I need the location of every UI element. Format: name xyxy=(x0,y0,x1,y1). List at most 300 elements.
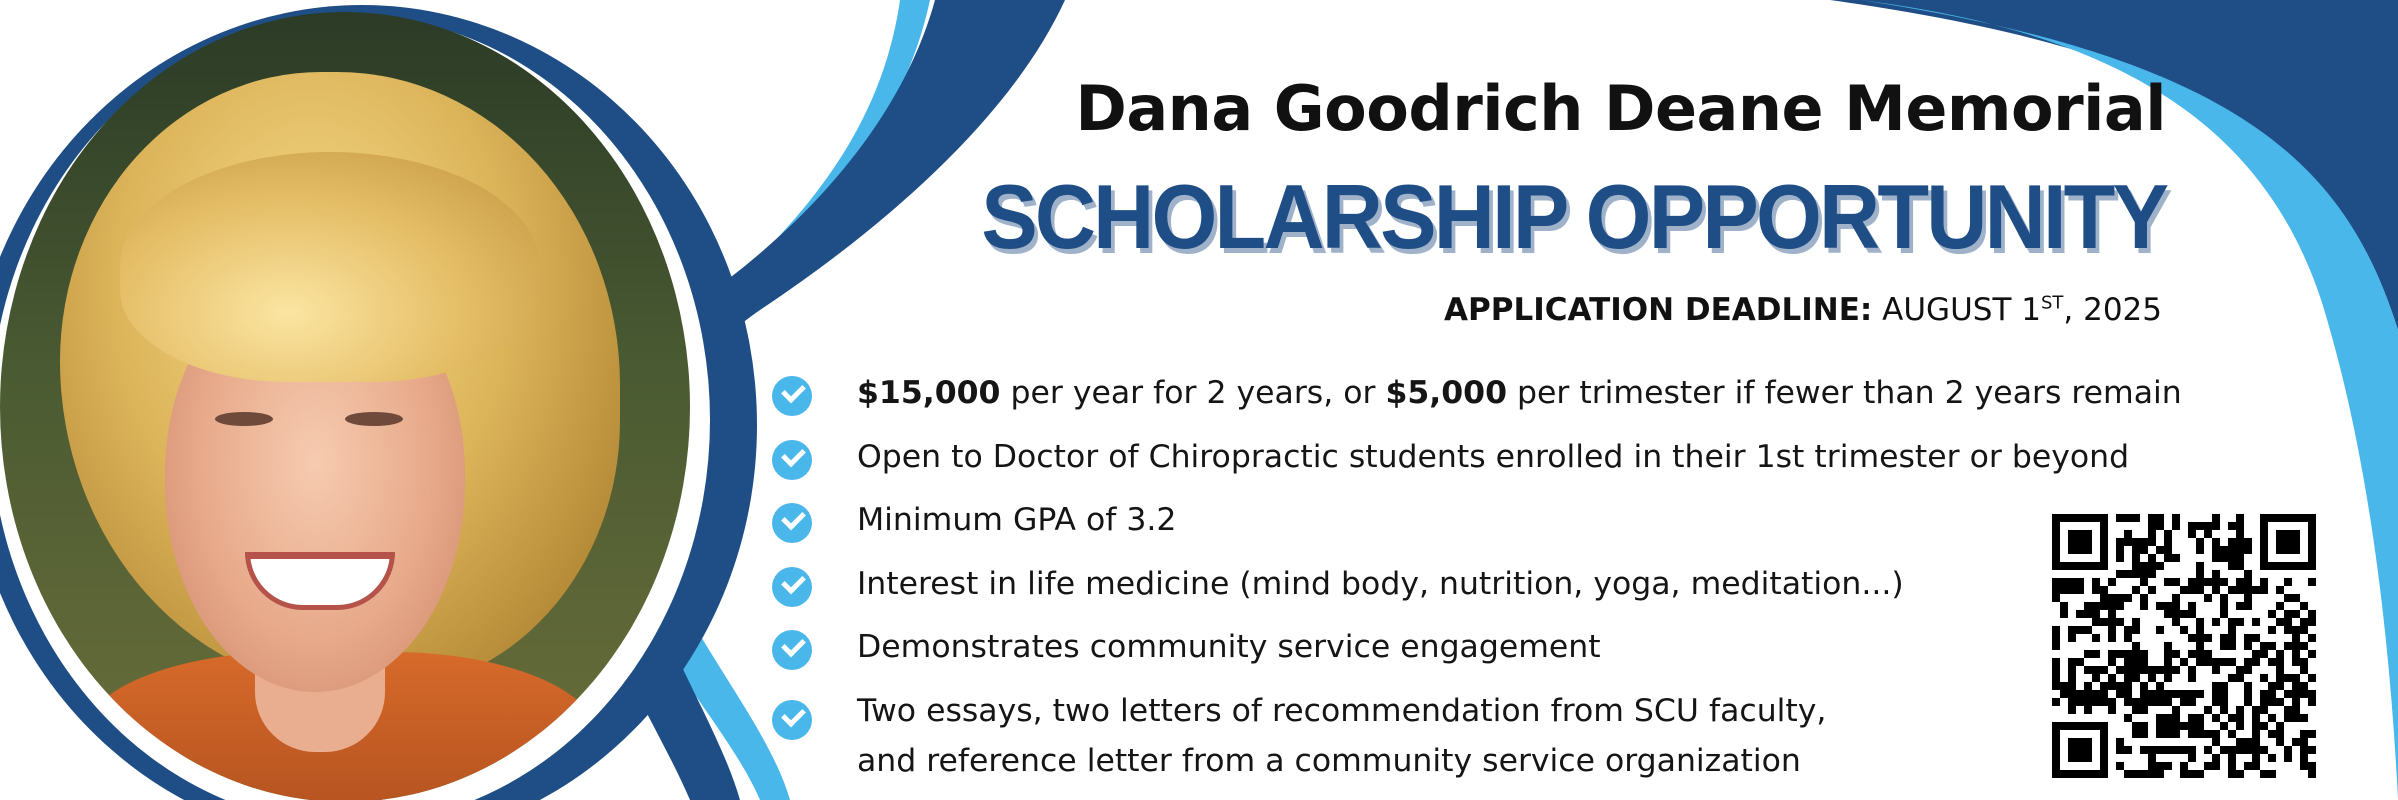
qr-module xyxy=(2196,578,2204,586)
qr-module xyxy=(2196,570,2204,578)
qr-module xyxy=(2276,618,2284,626)
qr-module xyxy=(2164,650,2172,658)
qr-module xyxy=(2188,674,2196,682)
list-item-award xyxy=(772,362,2182,426)
qr-module xyxy=(2164,674,2172,682)
qr-module xyxy=(2308,770,2316,778)
qr-module xyxy=(2196,642,2204,650)
qr-module xyxy=(2068,578,2076,586)
qr-module xyxy=(2188,602,2196,610)
qr-module xyxy=(2100,690,2108,698)
qr-module xyxy=(2076,698,2084,706)
qr-module xyxy=(2220,706,2228,714)
qr-module xyxy=(2300,762,2308,770)
qr-module xyxy=(2052,698,2060,706)
qr-module xyxy=(2236,674,2244,682)
qr-module xyxy=(2212,666,2220,674)
qr-module xyxy=(2108,626,2116,634)
qr-module xyxy=(2236,714,2244,722)
qr-module xyxy=(2292,610,2300,618)
qr-module xyxy=(2236,706,2244,714)
qr-module xyxy=(2220,554,2228,562)
qr-module xyxy=(2052,626,2060,634)
qr-module xyxy=(2124,650,2132,658)
qr-module xyxy=(2308,762,2316,770)
qr-module xyxy=(2220,594,2228,602)
qr-module xyxy=(2164,698,2172,706)
qr-module xyxy=(2236,738,2244,746)
qr-module xyxy=(2124,634,2132,642)
qr-module xyxy=(2052,634,2060,642)
qr-module xyxy=(2132,538,2140,546)
qr-module xyxy=(2124,690,2132,698)
list-item-text: Interest in life medicine (mind body, nutrition, yoga, meditation...) xyxy=(857,565,1904,602)
qr-module xyxy=(2276,666,2284,674)
qr-module xyxy=(2228,746,2236,754)
qr-module xyxy=(2148,666,2156,674)
qr-module xyxy=(2092,602,2100,610)
qr-module xyxy=(2196,634,2204,642)
qr-module xyxy=(2188,634,2196,642)
qr-module xyxy=(2220,682,2228,690)
qr-module xyxy=(2124,770,2132,778)
qr-module xyxy=(2140,650,2148,658)
qr-module xyxy=(2308,746,2316,754)
qr-module xyxy=(2148,586,2156,594)
portrait-eye-right xyxy=(345,412,403,426)
qr-module xyxy=(2212,546,2220,554)
qr-module xyxy=(2124,570,2132,578)
qr-module xyxy=(2108,682,2116,690)
qr-module xyxy=(2220,634,2228,642)
qr-module xyxy=(2268,626,2276,634)
qr-module xyxy=(2260,690,2268,698)
qr-module xyxy=(2148,570,2156,578)
qr-module xyxy=(2092,650,2100,658)
qr-module xyxy=(2308,650,2316,658)
list-item-text: Minimum GPA of 3.2 xyxy=(857,502,1177,538)
qr-module xyxy=(2108,594,2116,602)
qr-module xyxy=(2292,690,2300,698)
qr-module xyxy=(2100,602,2108,610)
qr-module xyxy=(2300,730,2308,738)
qr-module xyxy=(2068,682,2076,690)
qr-module xyxy=(2052,674,2060,682)
qr-module xyxy=(2228,522,2236,530)
qr-module xyxy=(2156,714,2164,722)
qr-module xyxy=(2140,770,2148,778)
qr-module xyxy=(2196,714,2204,722)
qr-module xyxy=(2188,610,2196,618)
qr-module xyxy=(2060,682,2068,690)
qr-module xyxy=(2084,602,2092,610)
qr-module xyxy=(2236,522,2244,530)
qr-module xyxy=(2236,546,2244,554)
qr-module xyxy=(2052,594,2060,602)
qr-module xyxy=(2068,690,2076,698)
qr-module xyxy=(2132,698,2140,706)
qr-module xyxy=(2252,650,2260,658)
qr-module xyxy=(2244,738,2252,746)
qr-module xyxy=(2140,658,2148,666)
qr-module xyxy=(2180,722,2188,730)
qr-module xyxy=(2236,602,2244,610)
qr-module xyxy=(2220,546,2228,554)
qr-module xyxy=(2172,722,2180,730)
qr-module xyxy=(2180,626,2188,634)
qr-module xyxy=(2212,554,2220,562)
qr-module xyxy=(2188,586,2196,594)
qr-module xyxy=(2124,514,2132,522)
qr-module xyxy=(2268,770,2276,778)
qr-finder-center xyxy=(2276,530,2300,554)
qr-module xyxy=(2060,586,2068,594)
qr-module xyxy=(2276,650,2284,658)
qr-module xyxy=(2188,698,2196,706)
qr-module xyxy=(2172,594,2180,602)
qr-module xyxy=(2260,642,2268,650)
qr-module xyxy=(2164,714,2172,722)
list-item-community-service xyxy=(772,616,2182,680)
qr-module xyxy=(2076,578,2084,586)
qr-module xyxy=(2084,690,2092,698)
qr-module xyxy=(2204,730,2212,738)
qr-module xyxy=(2132,770,2140,778)
qr-module xyxy=(2068,666,2076,674)
qr-finder-center xyxy=(2068,738,2092,762)
qr-module xyxy=(2212,690,2220,698)
qr-module xyxy=(2284,618,2292,626)
list-item-text: Open to Doctor of Chiropractic students enrolled in their 1st trimester or beyond xyxy=(857,438,2130,475)
qr-module xyxy=(2244,746,2252,754)
qr-module xyxy=(2196,770,2204,778)
qr-module xyxy=(2164,554,2172,562)
qr-module xyxy=(2172,578,2180,586)
qr-module xyxy=(2164,578,2172,586)
qr-module xyxy=(2204,658,2212,666)
qr-module xyxy=(2124,698,2132,706)
qr-module xyxy=(2124,658,2132,666)
qr-module xyxy=(2268,690,2276,698)
qr-module xyxy=(2164,546,2172,554)
qr-module xyxy=(2172,602,2180,610)
qr-module xyxy=(2180,586,2188,594)
qr-module xyxy=(2188,714,2196,722)
qr-module xyxy=(2228,538,2236,546)
qr-module xyxy=(2284,690,2292,698)
qr-module xyxy=(2116,690,2124,698)
qr-module xyxy=(2196,522,2204,530)
requirements-line-2: and reference letter from a community service organization xyxy=(857,742,1801,779)
banner-subtitle: SCHOLARSHIP OPPORTUNITY xyxy=(980,167,2166,268)
qr-module xyxy=(2292,738,2300,746)
qr-module xyxy=(2300,666,2308,674)
qr-code-graphic xyxy=(2052,514,2316,778)
qr-module xyxy=(2188,578,2196,586)
qr-module xyxy=(2308,690,2316,698)
qr-module xyxy=(2132,650,2140,658)
qr-module xyxy=(2092,618,2100,626)
qr-module xyxy=(2244,546,2252,554)
qr-module xyxy=(2244,762,2252,770)
qr-module xyxy=(2140,682,2148,690)
portrait-eye-left xyxy=(215,412,273,426)
qr-module xyxy=(2148,530,2156,538)
qr-module xyxy=(2116,746,2124,754)
qr-module xyxy=(2116,682,2124,690)
qr-module xyxy=(2212,682,2220,690)
qr-module xyxy=(2212,514,2220,522)
qr-module xyxy=(2188,522,2196,530)
check-circle-icon xyxy=(772,440,812,480)
qr-module xyxy=(2212,698,2220,706)
qr-module xyxy=(2188,754,2196,762)
qr-module xyxy=(2156,722,2164,730)
qr-module xyxy=(2140,562,2148,570)
qr-module xyxy=(2244,666,2252,674)
qr-module xyxy=(2156,666,2164,674)
qr-module xyxy=(2244,658,2252,666)
qr-module xyxy=(2228,714,2236,722)
qr-module xyxy=(2164,538,2172,546)
qr-module xyxy=(2220,658,2228,666)
qr-module xyxy=(2068,586,2076,594)
qr-module xyxy=(2220,602,2228,610)
qr-module xyxy=(2268,610,2276,618)
qr-module xyxy=(2116,738,2124,746)
qr-module xyxy=(2204,762,2212,770)
qr-module xyxy=(2204,522,2212,530)
qr-module xyxy=(2164,690,2172,698)
qr-module xyxy=(2284,754,2292,762)
qr-module xyxy=(2116,554,2124,562)
qr-module xyxy=(2132,546,2140,554)
qr-module xyxy=(2164,746,2172,754)
qr-module xyxy=(2132,730,2140,738)
qr-module xyxy=(2140,722,2148,730)
qr-module xyxy=(2252,738,2260,746)
qr-module xyxy=(2252,706,2260,714)
qr-module xyxy=(2132,658,2140,666)
qr-module xyxy=(2180,690,2188,698)
qr-module xyxy=(2164,658,2172,666)
qr-module xyxy=(2252,634,2260,642)
top-right-navy-swoosh xyxy=(1830,0,2398,330)
qr-module xyxy=(2220,746,2228,754)
qr-module xyxy=(2108,674,2116,682)
qr-module xyxy=(2116,514,2124,522)
portrait-bangs xyxy=(120,152,540,382)
qr-module xyxy=(2244,682,2252,690)
qr-module xyxy=(2196,546,2204,554)
qr-module xyxy=(2212,586,2220,594)
qr-module xyxy=(2228,586,2236,594)
qr-module xyxy=(2180,770,2188,778)
qr-module xyxy=(2172,610,2180,618)
qr-module xyxy=(2148,698,2156,706)
qr-module xyxy=(2076,626,2084,634)
qr-module xyxy=(2236,586,2244,594)
qr-module xyxy=(2148,554,2156,562)
qr-module xyxy=(2252,754,2260,762)
list-item-eligibility xyxy=(772,426,2182,490)
list-item-text: Demonstrates community service engagement xyxy=(857,629,1601,665)
qr-module xyxy=(2068,658,2076,666)
qr-module xyxy=(2196,626,2204,634)
qr-module xyxy=(2236,562,2244,570)
qr-module xyxy=(2244,538,2252,546)
qr-module xyxy=(2116,538,2124,546)
qr-module xyxy=(2132,586,2140,594)
qr-module xyxy=(2284,594,2292,602)
qr-module xyxy=(2108,578,2116,586)
qr-module xyxy=(2220,722,2228,730)
qr-module xyxy=(2204,746,2212,754)
qr-module xyxy=(2108,618,2116,626)
qr-module xyxy=(2308,730,2316,738)
qr-module xyxy=(2284,706,2292,714)
qr-module xyxy=(2212,658,2220,666)
qr-module xyxy=(2292,674,2300,682)
qr-module xyxy=(2276,738,2284,746)
qr-module xyxy=(2204,634,2212,642)
qr-module xyxy=(2068,706,2076,714)
qr-module xyxy=(2252,586,2260,594)
qr-module xyxy=(2164,642,2172,650)
qr-module xyxy=(2260,746,2268,754)
qr-module xyxy=(2156,770,2164,778)
qr-module xyxy=(2084,682,2092,690)
qr-module xyxy=(2220,578,2228,586)
qr-module xyxy=(2260,578,2268,586)
qr-module xyxy=(2236,746,2244,754)
qr-module xyxy=(2260,722,2268,730)
qr-module xyxy=(2260,674,2268,682)
qr-module xyxy=(2228,754,2236,762)
qr-module xyxy=(2284,578,2292,586)
qr-module xyxy=(2156,682,2164,690)
qr-module xyxy=(2260,706,2268,714)
qr-module xyxy=(2292,634,2300,642)
qr-module xyxy=(2076,690,2084,698)
qr-module xyxy=(2204,650,2212,658)
qr-module xyxy=(2308,698,2316,706)
qr-module xyxy=(2308,610,2316,618)
qr-module xyxy=(2236,530,2244,538)
list-item-requirements xyxy=(772,680,2182,796)
qr-module xyxy=(2132,674,2140,682)
qr-module xyxy=(2132,570,2140,578)
qr-module xyxy=(2156,522,2164,530)
qr-module xyxy=(2284,610,2292,618)
banner-title: Dana Goodrich Deane Memorial xyxy=(1075,72,2166,145)
qr-module xyxy=(2172,666,2180,674)
qr-module xyxy=(2132,666,2140,674)
eligibility-list xyxy=(772,362,2182,796)
qr-module xyxy=(2140,706,2148,714)
qr-module xyxy=(2100,698,2108,706)
qr-module xyxy=(2204,530,2212,538)
qr-module xyxy=(2236,666,2244,674)
qr-module xyxy=(2236,770,2244,778)
qr-module xyxy=(2172,522,2180,530)
qr-module xyxy=(2052,586,2060,594)
qr-module xyxy=(2116,546,2124,554)
qr-module xyxy=(2148,746,2156,754)
qr-module xyxy=(2140,698,2148,706)
qr-module xyxy=(2148,562,2156,570)
award-amount-year: $15,000 xyxy=(857,375,1001,411)
qr-module xyxy=(2268,642,2276,650)
qr-module xyxy=(2068,626,2076,634)
qr-module xyxy=(2172,650,2180,658)
qr-module xyxy=(2060,602,2068,610)
qr-module xyxy=(2092,690,2100,698)
qr-module xyxy=(2244,690,2252,698)
qr-module xyxy=(2148,690,2156,698)
qr-module xyxy=(2124,594,2132,602)
qr-module xyxy=(2124,682,2132,690)
qr-module xyxy=(2244,570,2252,578)
award-text-2: per trimester if fewer than 2 years remain xyxy=(1507,375,2182,411)
application-deadline xyxy=(1444,292,2162,328)
deadline-date-main: AUGUST 1 xyxy=(1882,292,2041,328)
qr-module xyxy=(2276,586,2284,594)
qr-module xyxy=(2140,666,2148,674)
qr-module xyxy=(2300,738,2308,746)
qr-module xyxy=(2188,770,2196,778)
deadline-date-year: , 2025 xyxy=(2063,292,2162,328)
qr-module xyxy=(2220,610,2228,618)
qr-module xyxy=(2172,730,2180,738)
qr-module xyxy=(2124,746,2132,754)
qr-module xyxy=(2196,650,2204,658)
qr-module xyxy=(2140,746,2148,754)
qr-module xyxy=(2236,722,2244,730)
qr-module xyxy=(2156,746,2164,754)
qr-module xyxy=(2116,602,2124,610)
qr-module xyxy=(2196,586,2204,594)
qr-module xyxy=(2148,770,2156,778)
qr-module xyxy=(2228,770,2236,778)
qr-module xyxy=(2108,602,2116,610)
qr-module xyxy=(2268,754,2276,762)
qr-module xyxy=(2132,514,2140,522)
qr-module xyxy=(2300,754,2308,762)
qr-module xyxy=(2156,514,2164,522)
qr-module xyxy=(2148,538,2156,546)
qr-module xyxy=(2148,674,2156,682)
qr-module xyxy=(2228,618,2236,626)
qr-module xyxy=(2124,626,2132,634)
qr-code[interactable] xyxy=(2052,514,2316,778)
qr-module xyxy=(2116,650,2124,658)
qr-module xyxy=(2132,706,2140,714)
qr-module xyxy=(2244,698,2252,706)
qr-module xyxy=(2260,770,2268,778)
qr-module xyxy=(2156,562,2164,570)
qr-module xyxy=(2124,666,2132,674)
qr-module xyxy=(2292,706,2300,714)
qr-module xyxy=(2212,538,2220,546)
qr-module xyxy=(2284,642,2292,650)
qr-module xyxy=(2252,714,2260,722)
qr-module xyxy=(2268,658,2276,666)
check-circle-icon xyxy=(772,700,812,740)
qr-module xyxy=(2092,634,2100,642)
qr-module xyxy=(2108,650,2116,658)
qr-module xyxy=(2132,554,2140,562)
